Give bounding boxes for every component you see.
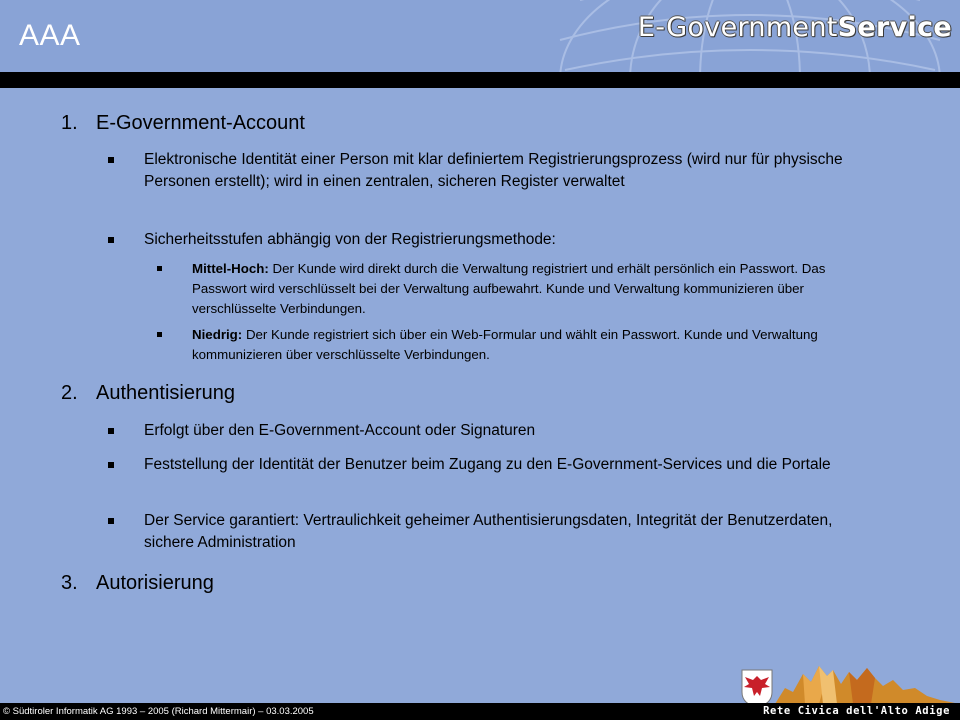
- bullet-icon: [157, 266, 162, 271]
- footer-copyright: © Südtiroler Informatik AG 1993 – 2005 (Richard Mittermair) – 03.03.2005: [3, 706, 314, 717]
- sub-list-item: [157, 259, 837, 319]
- list-item: [108, 510, 848, 554]
- bullet-icon: [108, 428, 114, 434]
- bullet-icon: [108, 518, 114, 524]
- list-item: [108, 454, 848, 476]
- section-number: 2.: [61, 382, 78, 404]
- section-heading: [61, 572, 214, 595]
- list-item-text: Feststellung der Identität der Benutzer beim Zugang zu den E-Government-Services und die Portale: [144, 456, 831, 473]
- eagle-emblem-icon: [740, 668, 774, 708]
- header-bar: [0, 72, 960, 88]
- brand-logo: [638, 12, 952, 43]
- sub-item-label: Niedrig:: [192, 327, 243, 342]
- sub-item-text: Der Kunde registriert sich über ein Web-Formular und wählt ein Passwort. Kunde und Verwaltung kommunizieren über verschlüsselte Verbindungen.: [192, 327, 818, 362]
- sub-list-item: [157, 325, 837, 365]
- bullet-icon: [157, 332, 162, 337]
- brand-suffix: Service: [837, 12, 952, 43]
- list-item: [108, 149, 848, 193]
- list-item-text: Der Service garantiert: Vertraulichkeit geheimer Authentisierungsdaten, Integrität der Benutzerdaten, sichere Administration: [144, 512, 833, 551]
- section-title: Autorisierung: [96, 572, 214, 594]
- header: [0, 0, 960, 72]
- brand-prefix: E-Government: [637, 12, 838, 43]
- slide-title: AAA: [19, 19, 81, 52]
- section-title: E-Government-Account: [96, 112, 305, 134]
- list-item: [108, 420, 848, 442]
- dolomites-graphic: [775, 660, 960, 704]
- list-item: [108, 229, 848, 251]
- list-item-text: Sicherheitsstufen abhängig von der Registrierungsmethode:: [144, 231, 556, 248]
- section-title: Authentisierung: [96, 382, 235, 404]
- sub-item-label: Mittel-Hoch:: [192, 261, 269, 276]
- list-item-text: Erfolgt über den E-Government-Account oder Signaturen: [144, 422, 536, 439]
- sub-item-text: Der Kunde wird direkt durch die Verwaltung registriert und erhält persönlich ein Passwort. Das Passwort wird verschlüsselt bei der Verwaltung aufbewahrt. Kunde und Verwaltung kommunizieren über verschlüsselte Verbindungen.: [192, 261, 826, 316]
- section-number: 1.: [61, 112, 78, 134]
- section-heading: [61, 112, 305, 135]
- section-number: 3.: [61, 572, 78, 594]
- bullet-icon: [108, 462, 114, 468]
- list-item-text: Elektronische Identität einer Person mit klar definiertem Registrierungsprozess (wird nur für physische Personen erstellt); wird in einen zentralen, sicheren Register verwaltet: [144, 151, 843, 190]
- section-heading: [61, 382, 235, 405]
- bullet-icon: [108, 157, 114, 163]
- footer-network-name: Rete Civica dell'Alto Adige: [763, 705, 950, 717]
- bullet-icon: [108, 237, 114, 243]
